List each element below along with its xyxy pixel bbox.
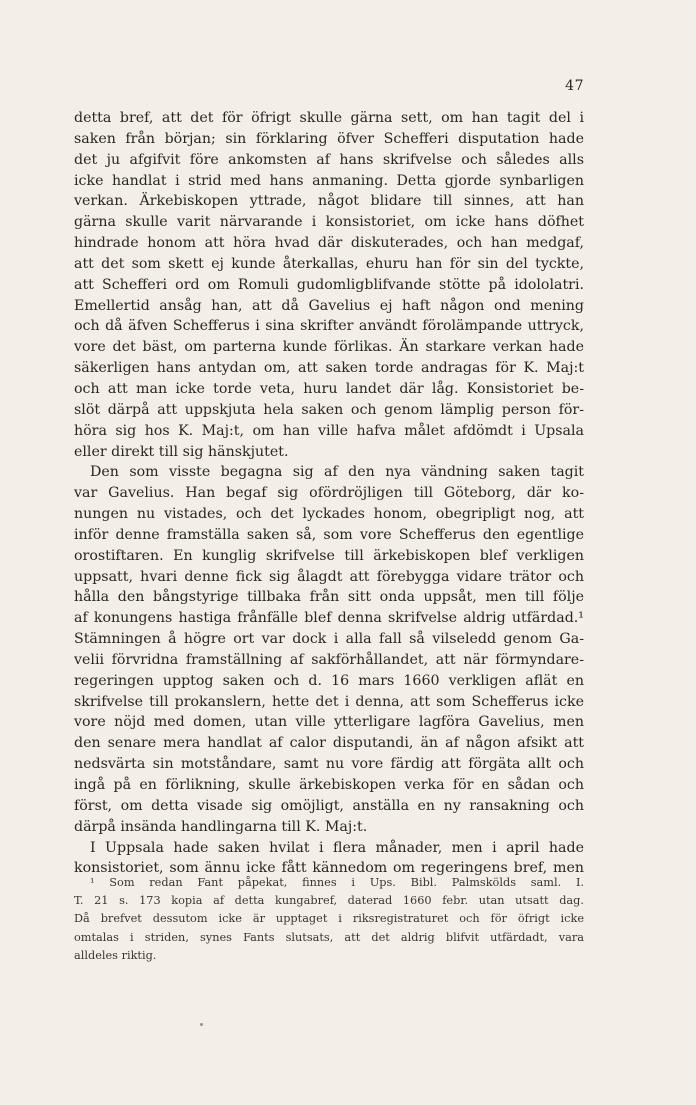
text-line: slöt därpå att uppskjuta hela saken och genom lämplig person för- bbox=[74, 401, 584, 418]
text-line: ingå på en förlikning, skulle ärkebiskopen verka för en sådan och bbox=[74, 777, 584, 793]
text-line: orostiftaren. En kunglig skrifvelse till ärkebiskopen blef verkligen bbox=[74, 547, 584, 564]
paper-speck bbox=[200, 1023, 203, 1026]
text-line: gärna skulle varit närvarande i konsistoriet, om icke hans döfhet bbox=[74, 214, 584, 231]
footnote-line: alldeles riktig. bbox=[74, 948, 157, 962]
paragraph-last-line: därpå insända handlingarna till K. Maj:t. bbox=[74, 818, 368, 835]
text-line: det ju afgifvit före ankomsten af hans skrifvelse och således alls bbox=[74, 151, 584, 168]
text-line: hindrade honom att höra hvad där diskuterades, och han medgaf, bbox=[74, 235, 584, 252]
paragraph-last-line: eller direkt till sig hänskjutet. bbox=[74, 443, 289, 460]
paragraph-first-line: I Uppsala hade saken hvilat i flera månader, men i april hade bbox=[90, 839, 584, 856]
text-line: först, om detta visade sig omöjligt, anställa en ny ransakning och bbox=[74, 797, 584, 814]
footnote-line: T. 21 s. 173 kopia af detta kungabref, daterad 1660 febr. utan utsatt dag. bbox=[74, 894, 584, 908]
text-line: och att man icke torde veta, huru landet där låg. Konsistoriet be- bbox=[74, 380, 584, 397]
text-line: saken från början; sin förklaring öfver Schefferi disputation hade bbox=[74, 130, 584, 147]
text-line: och då äfven Schefferus i sina skrifter användt förolämpande uttryck, bbox=[74, 318, 584, 335]
text-line: var Gavelius. Han begaf sig ofördröjligen till Göteborg, där ko- bbox=[74, 485, 584, 502]
body-text bbox=[74, 108, 584, 879]
text-line: inför denne framställa saken så, som vore Schefferus den egentlige bbox=[74, 526, 584, 543]
text-line: regeringen upptog saken och d. 16 mars 1660 verkligen aflät en bbox=[74, 672, 584, 689]
text-line: skrifvelse till prokanslern, hette det i denna, att som Schefferus icke bbox=[74, 693, 584, 710]
text-line: vore det bäst, om parterna kunde förlikas. Än starkare verkan hade bbox=[74, 339, 584, 356]
text-line: säkerligen hans antydan om, att saken torde andragas för K. Maj:t bbox=[74, 360, 584, 377]
text-line: nungen nu vistades, och det lyckades honom, obegripligt nog, att bbox=[74, 506, 584, 523]
footnote-line: Då brefvet dessutom icke är upptaget i riksregistraturet och för öfrigt icke bbox=[74, 912, 584, 926]
text-line: hålla den bångstyrige tillbaka från sitt onda uppsåt, men till följe bbox=[74, 589, 584, 606]
text-line: velii förvridna framställning af sakförhållandet, att när förmyndare- bbox=[74, 651, 584, 668]
text-line: verkan. Ärkebiskopen yttrade, något blidare till sinnes, att han bbox=[74, 193, 584, 210]
footnotes bbox=[74, 874, 584, 965]
text-line: höra sig hos K. Maj:t, om han ville hafva målet afdömdt i Upsala bbox=[74, 422, 584, 439]
footnote-line: omtalas i striden, synes Fants slutsats, att det aldrig blifvit utfärdadt, vara bbox=[74, 930, 584, 944]
text-line: uppsatt, hvari denne fick sig ålagdt att förebygga vidare trätor och bbox=[74, 568, 584, 585]
text-line: icke handlat i strid med hans anmaning. Detta gjorde synbarligen bbox=[74, 172, 584, 189]
text-line: att det som skett ej kunde återkallas, ehuru han för sin del tyckte, bbox=[74, 255, 584, 272]
text-line: Emellertid ansåg han, att då Gavelius ej haft någon ond mening bbox=[74, 297, 584, 314]
text-line: att Schefferi ord om Romuli gudomligblifvande stötte på idololatri. bbox=[74, 276, 584, 293]
text-line: detta bref, att det för öfrigt skulle gärna sett, om han tagit del i bbox=[74, 110, 584, 126]
text-line: vore nöjd med domen, utan ville ytterligare lagföra Gavelius, men bbox=[74, 714, 584, 731]
paragraph-first-line: Den som visste begagna sig af den nya vändning saken tagit bbox=[90, 464, 584, 481]
text-line: den senare mera handlat af calor disputandi, än af någon afsikt att bbox=[74, 735, 584, 752]
page-number: 47 bbox=[565, 78, 584, 94]
text-line: af konungens hastiga frånfälle blef denna skrifvelse aldrig utfärdad.¹ bbox=[74, 610, 584, 627]
text-line: Stämningen å högre ort var dock i alla fall så vilseledd genom Ga- bbox=[74, 631, 584, 648]
text-line: nedsvärta sin motståndare, samt nu vore färdig att förgäta allt och bbox=[74, 756, 584, 773]
footnote-line: ¹ Som redan Fant påpekat, finnes i Ups. Bibl. Palmskölds saml. I. bbox=[90, 876, 584, 889]
text-line: konsistoriet, som ännu icke fått kännedom om regeringens bref, men bbox=[74, 860, 584, 877]
